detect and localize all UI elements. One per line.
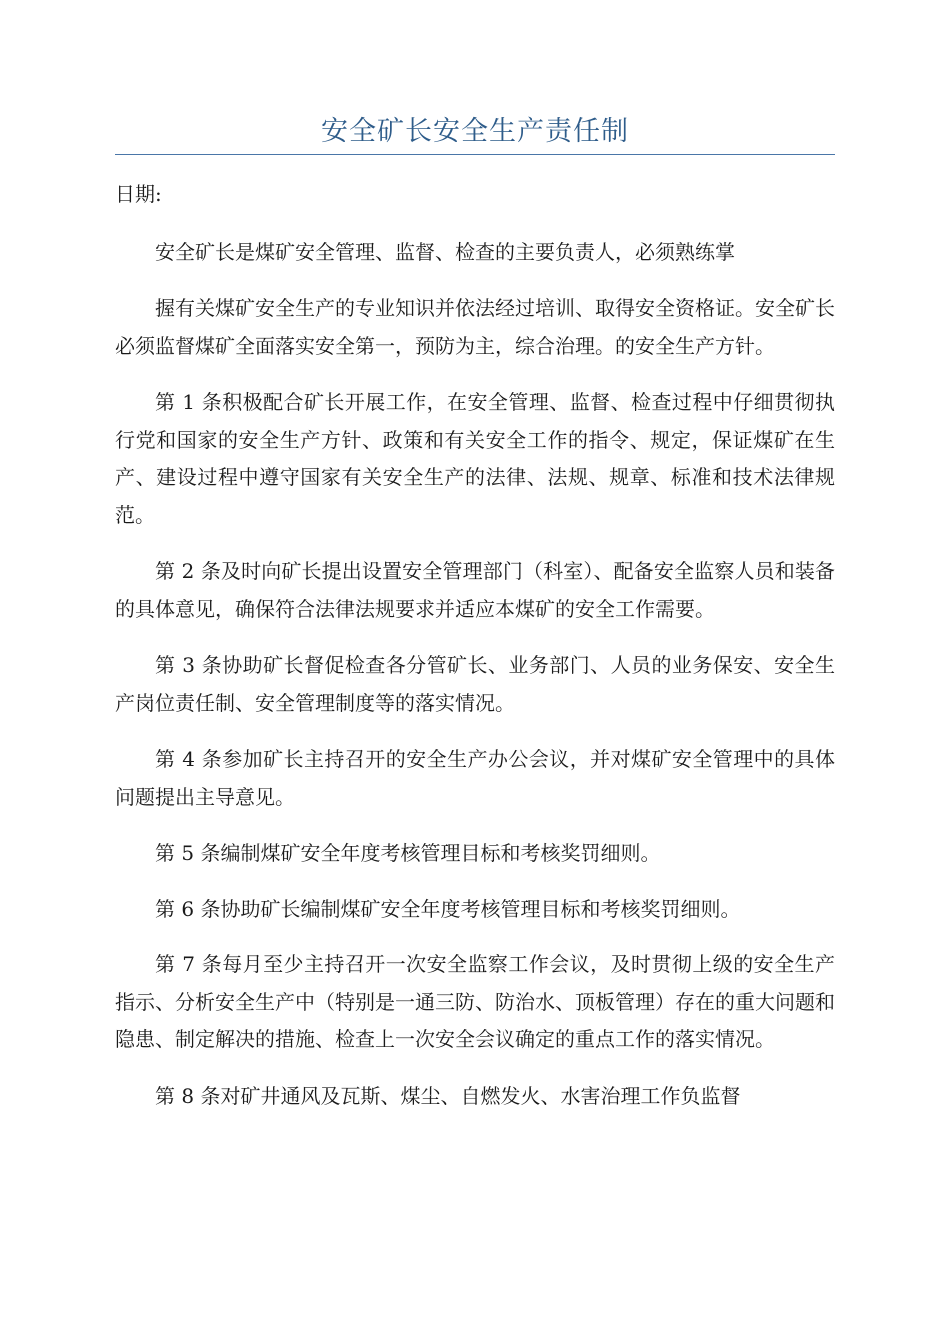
paragraph-article-6: 第 6 条协助矿长编制煤矿安全年度考核管理目标和考核奖罚细则。 xyxy=(155,896,741,921)
date-label: 日期: xyxy=(115,182,162,206)
paragraph-article-1: 第 1 条积极配合矿长开展工作，在安全管理、监督、检查过程中仔细贯彻执行党和国家的安全生产方针、政策和有关安全工作的指令、规定，保证煤矿在生产、建设过程中遵守国家有关安全生产的法律、法规、规章、标准和技术法律规范。 xyxy=(115,390,835,527)
paragraph-intro-2: 握有关煤矿安全生产的专业知识并依法经过培训、取得安全资格证。安全矿长必须监督煤矿全面落实安全第一，预防为主，综合治理。的安全生产方针。 xyxy=(115,296,835,358)
paragraph-intro-1: 安全矿长是煤矿安全管理、监督、检查的主要负责人，必须熟练掌 xyxy=(155,239,735,264)
document-title: 安全矿长安全生产责任制 xyxy=(321,116,629,147)
paragraph-article-8: 第 8 条对矿井通风及瓦斯、煤尘、自燃发火、水害治理工作负监督 xyxy=(155,1083,741,1108)
paragraph-article-5: 第 5 条编制煤矿安全年度考核管理目标和考核奖罚细则。 xyxy=(155,841,661,865)
paragraph-article-4: 第 4 条参加矿长主持召开的安全生产办公会议，并对煤矿安全管理中的具体问题提出主导意见。 xyxy=(115,747,835,809)
paragraph-article-2: 第 2 条及时向矿长提出设置安全管理部门（科室）、配备安全监察人员和装备的具体意见，确保符合法律法规要求并适应本煤矿的安全工作需要。 xyxy=(115,559,835,621)
title-underline xyxy=(115,154,835,155)
document-body xyxy=(115,176,835,1134)
paragraph-article-3: 第 3 条协助矿长督促检查各分管矿长、业务部门、人员的业务保安、安全生产岗位责任制、安全管理制度等的落实情况。 xyxy=(115,653,835,715)
paragraph-article-7: 第 7 条每月至少主持召开一次安全监察工作会议，及时贯彻上级的安全生产指示、分析安全生产中（特别是一通三防、防治水、顶板管理）存在的重大问题和隐患、制定解决的措施、检查上一次安全会议确定的重点工作的落实情况。 xyxy=(115,952,835,1051)
